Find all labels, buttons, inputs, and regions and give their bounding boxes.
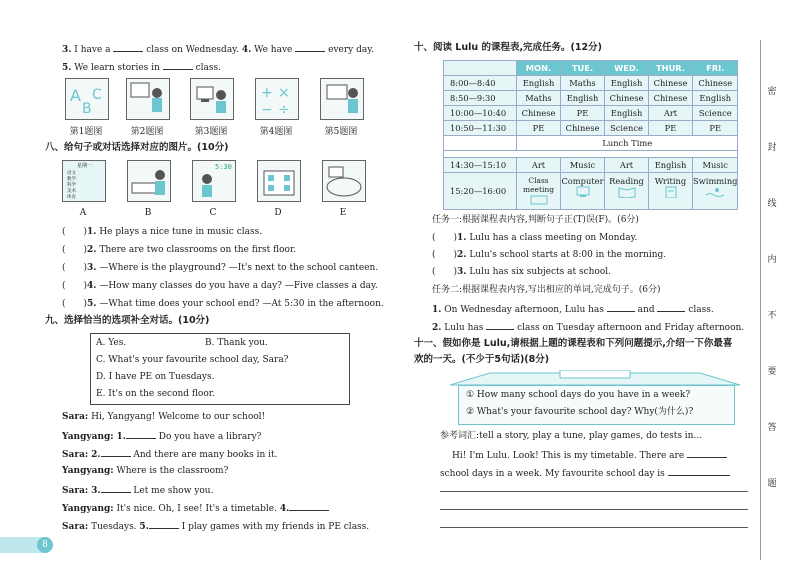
option-e: E. It's on the second floor. — [96, 389, 215, 399]
picture-abc-letters — [65, 78, 109, 120]
schedule-card-row: 体育 — [67, 195, 76, 200]
lunch-row — [444, 136, 738, 151]
lunch-time: Lunch Time — [517, 136, 738, 151]
picture-boy-piano — [127, 160, 171, 202]
playground-icon — [323, 161, 365, 201]
task-2-item: 1. On Wednesday afternoon, Lulu has and class. — [432, 302, 714, 316]
girl-at-board-icon — [127, 79, 169, 119]
swimming-icon — [705, 186, 725, 198]
seal-char: 线 — [767, 199, 777, 209]
timetable-row: 14:30—15:10 Art Music Art English Music — [444, 158, 738, 173]
book-icon — [617, 186, 637, 198]
day-header: TUE. — [561, 61, 605, 76]
prompt-2: ② What's your favourite school day? Why(为什么)? — [466, 407, 694, 417]
label-c: C — [209, 208, 217, 218]
picture-school-building — [257, 160, 301, 202]
section-10-title: 十、阅读 Lulu 的课程表,完成任务。(12分) — [414, 42, 602, 53]
dialogue-line: Sara: Hi, Yangyang! Welcome to our school! — [62, 412, 266, 422]
timetable — [443, 60, 738, 210]
schedule-card-title: 星期一 — [77, 163, 93, 169]
day-header: WED. — [605, 61, 649, 76]
seal-char: 答 — [767, 423, 777, 433]
task-1-item: ( )3. Lulu has six subjects at school. — [432, 267, 612, 277]
section-8-item: ( )1. He plays a nice tune in music class. — [62, 227, 263, 237]
pencil-icon — [661, 186, 681, 198]
section-11-title-line1: 十一、假如你是 Lulu,请根据上题的课程表和下列问题提示,介绍一下你最喜 — [414, 338, 733, 349]
seal-char: 封 — [767, 143, 777, 153]
page-number-badge — [37, 537, 53, 553]
storytelling-icon — [321, 79, 363, 119]
section-9-title: 九、选择恰当的选项补全对话。(10分) — [45, 315, 210, 326]
timetable-row: 10:00—10:40 Chinese PE English Art Science — [444, 106, 738, 121]
schedule-card-row: 美术 — [67, 189, 76, 194]
picture-schedule-card — [62, 160, 106, 202]
label-a: A — [79, 208, 87, 218]
writing-line — [440, 527, 748, 528]
timetable-row: 10:50—11:30 PE Chinese Science PE PE — [444, 121, 738, 136]
picture-math-symbols — [255, 78, 299, 120]
caption-1: 第1题图 — [69, 127, 103, 137]
option-d: D. I have PE on Tuesdays. — [96, 372, 215, 382]
question-5: 5. We learn stories in class. — [62, 60, 221, 74]
option-b: B. Thank you. — [205, 338, 268, 348]
svg-text:−: − — [261, 102, 273, 118]
svg-text:+: + — [261, 85, 273, 101]
section-8-item: ( )3. —Where is the playground? —It's next to the school canteen. — [62, 263, 379, 273]
page-number: 8 — [42, 540, 48, 550]
section-11-title-line2: 欢的一天。(不少于5句话)(8分) — [414, 354, 550, 365]
seal-char: 密 — [767, 87, 777, 97]
dialogue-line: Yangyang: 1. Do you have a library? — [62, 429, 262, 443]
task-2-title: 任务二:根据课程表内容,写出相应的单词,完成句子。(6分) — [432, 285, 661, 295]
schedule-card-row: 科学 — [67, 183, 76, 188]
timetable-row: 8:00—8:40 English Maths English Chinese Chinese — [444, 76, 738, 91]
math-symbols-icon — [256, 79, 298, 119]
section-8-item: ( )2. There are two classrooms on the first floor. — [62, 245, 297, 255]
caption-3: 第3题图 — [194, 127, 228, 137]
clock-display: 5:30 — [215, 163, 232, 171]
day-header: FRI. — [693, 61, 738, 76]
task-1-item: ( )2. Lulu's school starts at 8:00 in the morning. — [432, 250, 667, 260]
seal-char: 不 — [767, 311, 777, 321]
timetable-header — [444, 61, 738, 76]
picture-storytelling — [320, 78, 364, 120]
seal-char: 要 — [767, 367, 777, 377]
section-8-title: 八、给句子或对话选择对应的图片。(10分) — [45, 142, 229, 153]
essay-line-1: Hi! I'm Lulu. Look! This is my timetable. There are — [452, 448, 727, 462]
picture-playground — [322, 160, 366, 202]
abc-letters-icon — [66, 79, 108, 119]
schedule-card-row: 数学 — [67, 177, 76, 182]
seal-line — [760, 40, 761, 560]
picture-clock-student — [192, 160, 236, 202]
picture-computer-class — [190, 78, 234, 120]
label-e: E — [339, 208, 347, 218]
svg-text:C: C — [92, 87, 102, 103]
seal-char: 内 — [767, 255, 777, 265]
option-a: A. Yes. — [96, 338, 127, 348]
dialogue-line: Yangyang: Where is the classroom? — [62, 466, 229, 476]
dialogue-line: Sara: Tuesdays. 5. I play games with my friends in PE class. — [62, 519, 369, 533]
day-header: THUR. — [649, 61, 693, 76]
writing-line — [440, 491, 748, 492]
dialogue-line: Yangyang: It's nice. Oh, I see! It's a timetable. 4. — [62, 501, 329, 515]
svg-text:÷: ÷ — [278, 102, 290, 118]
svg-text:×: × — [278, 85, 290, 101]
svg-text:B: B — [82, 101, 92, 117]
computer-class-icon — [191, 79, 233, 119]
school-roof-icon — [450, 370, 740, 386]
label-b: B — [144, 208, 152, 218]
class-meeting-icon — [529, 194, 549, 206]
computer-icon — [573, 186, 593, 198]
caption-2: 第2题图 — [130, 127, 164, 137]
timetable-row: 8:50—9:30 Maths English Chinese Chinese English — [444, 91, 738, 106]
essay-line-2: school days in a week. My favourite school day is — [440, 466, 730, 480]
svg-text:A: A — [70, 86, 81, 105]
caption-5: 第5题图 — [324, 127, 358, 137]
writing-line — [440, 509, 748, 510]
section-8-item: ( )4. —How many classes do you have a day? —Five classes a day. — [62, 281, 378, 291]
option-c: C. What's your favourite school day, Sara? — [96, 355, 289, 365]
question-3-4: 3. I have a class on Wednesday. 4. We have every day. — [62, 42, 374, 56]
spacer-row — [444, 151, 738, 158]
vocabulary-hint: 参考词汇:tell a story, play a tune, play games, do tests in... — [440, 431, 703, 441]
boy-piano-icon — [128, 161, 170, 201]
label-d: D — [274, 208, 282, 218]
dialogue-line: Sara: 2. And there are many books in it. — [62, 447, 277, 461]
seal-char: 题 — [767, 479, 777, 489]
day-header: MON. — [517, 61, 561, 76]
school-building-icon — [258, 161, 300, 201]
section-8-item: ( )5. —What time does your school end? —At 5:30 in the afternoon. — [62, 299, 384, 309]
dialogue-line: Sara: 3. Let me show you. — [62, 483, 213, 497]
picture-girl-board — [126, 78, 170, 120]
task-2-item: 2. Lulu has class on Tuesday afternoon and Friday afternoon. — [432, 320, 744, 334]
task-1-title: 任务一:根据课程表内容,判断句子正(T)误(F)。(6分) — [432, 215, 639, 225]
caption-4: 第4题图 — [259, 127, 293, 137]
timetable-row: 15:20—16:00 Class meeting Computer Reading Writing Swimming — [444, 173, 738, 210]
task-1-item: ( )1. Lulu has a class meeting on Monday. — [432, 233, 638, 243]
schedule-card-row: 语文 — [67, 171, 76, 176]
prompt-1: ① How many school days do you have in a week? — [466, 390, 691, 400]
